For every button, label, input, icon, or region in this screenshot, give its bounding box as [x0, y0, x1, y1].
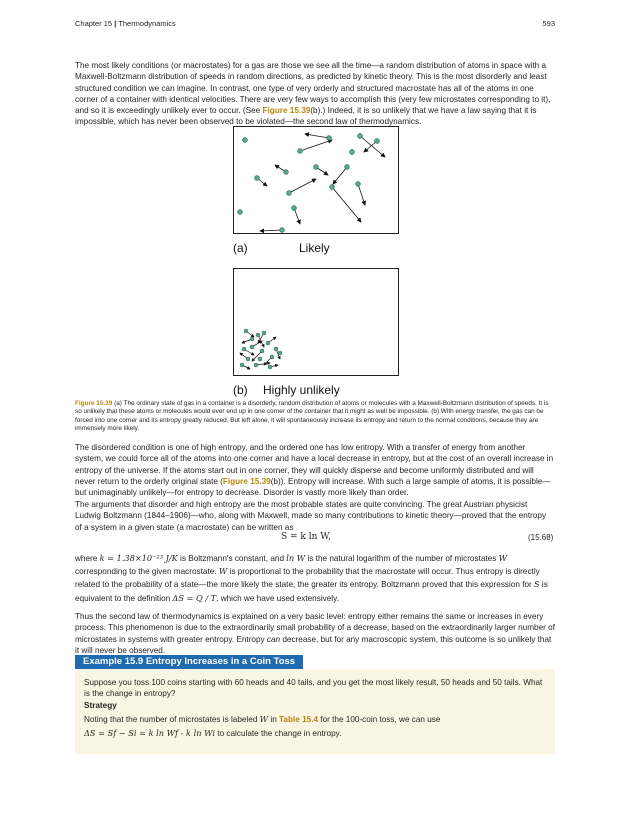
- unlikely-gas-diagram: [234, 269, 398, 375]
- entropy-change-formula: ΔS = Sf − Si = k ln Wf - k ln Wi: [84, 728, 216, 738]
- w-symbol-2: W: [218, 566, 228, 577]
- strategy-text-2: in: [268, 715, 280, 724]
- where-text-2: is Boltzmann's constant, and: [177, 554, 287, 563]
- intro-paragraph: [75, 60, 555, 128]
- intro-text-2: (b).) Indeed, it is so unlikely that we have a law saying that it is impossible, which has never been observed to be violated—the second law of thermodynamics.: [75, 106, 537, 127]
- figure-link[interactable]: Figure 15.39: [262, 106, 311, 116]
- where-text-5: is proportional to the probability that the macrostate will occur. Thus entropy is directly related to the probability of a state—the more likely the state, the greater its entropy. Boltzmann proved that this expression for: [75, 567, 540, 590]
- intro-text-1: The most likely conditions (or macrostates) for a gas are those we see all the time—a random distribution of atoms in space with a Maxwell-Boltzmann distribution of speeds in random directions, as predicted by kinetic theory. This is the most disorderly and least structured condition we can imagine. In contrast, one type of very orderly and structured macrostate has all of the atoms in one corner of a container with identical velocities. There are very few ways to accomplish this (very few microstates corresponding to it), and so it is exceedingly unlikely ever to occur. (See: [75, 61, 551, 116]
- figure-link-2[interactable]: Figure 15.39: [222, 476, 271, 486]
- entropy-equation: S = k ln W,: [281, 532, 331, 542]
- boltzmann-constant: k = 1.38×10⁻²³ J/K: [99, 553, 178, 563]
- chapter-heading: Chapter 15 | Thermodynamics: [75, 19, 176, 28]
- caption-text: (a) The ordinary state of gas in a container is a disorderly, random distribution of atoms or molecules with a Maxwell-Boltzmann distribution of speeds. It is so unlikely that these atoms or molecules would ever end up in one corner of the container that it might as well be impossible. (b) With energy transfer, the gas can be forced into one corner and its entropy greatly reduced. But left alone, it will spontaneously increase its entropy and return to the normal conditions, because they are immensely more likely.: [75, 400, 549, 432]
- strategy-formula-line: [84, 728, 544, 739]
- strategy-text-1: Noting that the number of microstates is labeled: [84, 715, 260, 724]
- second-law-emphasis: can: [266, 634, 281, 644]
- strategy-text: [84, 714, 544, 725]
- figure-panel-b: [233, 268, 399, 376]
- entropy-definition: ΔS = Q / T: [172, 592, 217, 603]
- where-text-4: corresponding to the given macrostate.: [75, 567, 219, 577]
- panel-b-label: Highly unlikely: [263, 383, 340, 397]
- second-law-text-1: Thus the second law of thermodynamics is explained on a very basic level: entropy either remains the same or increases in every process. This phenomenon is due to the extraordinarily small probability of a decrease, based on the extraordinarily larger number of microstates in systems with greater entropy. Entropy: [75, 612, 555, 644]
- second-law-text-2: decrease, but for any macroscopic system, this outcome is so unlikely that it will never be observed.: [75, 634, 552, 655]
- w-symbol: W: [498, 553, 508, 563]
- table-link[interactable]: Table 15.4: [279, 715, 319, 724]
- disorder-text-2: (b)). Entropy will increase. With such a large sample of atoms, it is possible—but unimaginably unlikely—for entropy to decrease. Disorder is vastly more likely than order.: [75, 476, 551, 498]
- where-paragraph: [75, 552, 555, 605]
- panel-b-letter: (b): [233, 383, 248, 397]
- disorder-paragraph: [75, 442, 555, 498]
- chapter-title: Thermodynamics: [118, 19, 176, 28]
- ln-w: ln W: [286, 553, 306, 563]
- boltzmann-paragraph: The arguments that disorder and high entropy are the most probable states are quite convincing. The great Austrian physicist Ludwig Boltzmann (1844–1906)—who, along with Maxwell, made so many contributions to kinetic theory—proved that the entropy of a system in a given state (a macrostate) can be written as: [75, 500, 547, 532]
- strategy-w-symbol: W: [259, 714, 269, 724]
- figure-caption: [75, 400, 555, 433]
- likely-gas-diagram: [234, 127, 398, 233]
- where-text-1: where: [75, 554, 100, 563]
- second-law-paragraph: [75, 611, 555, 656]
- where-text-6: is equivalent to the definition: [75, 580, 548, 603]
- where-text-3: is the natural logarithm of the number of microstates: [305, 554, 499, 563]
- example-question: Suppose you toss 100 coins starting with 60 heads and 40 tails, and you get the most likely result, 50 heads and 50 tails. What is the change in entropy?: [84, 678, 543, 698]
- page-number: 593: [542, 19, 555, 28]
- figure-panel-a: [233, 126, 399, 234]
- example-title: Example 15.9 Entropy Increases in a Coin Toss: [75, 655, 303, 669]
- panel-a-label: Likely: [299, 241, 330, 255]
- strategy-text-3: for the 100-coin toss, we can use: [318, 715, 441, 724]
- s-symbol: S: [534, 579, 540, 590]
- disorder-text-1: The disordered condition is one of high entropy, and the ordered one has low entropy. With a transfer of energy from another system, we could force all of the atoms into one corner and have a local decrease in entropy, but at the cost of an overall increase in entropy of the universe. If the atoms start out in one corner, they will quickly disperse and become uniformly distributed and will never return to the orderly original state (: [75, 443, 554, 486]
- panel-a-letter: (a): [233, 241, 248, 255]
- strategy-text-4: to calculate the change in entropy.: [215, 729, 342, 738]
- equation-number: (15.68): [528, 533, 554, 542]
- caption-label: Figure 15.39: [75, 400, 113, 407]
- where-text-7: , which we have used extensively.: [216, 593, 339, 603]
- chapter-number: Chapter 15: [75, 19, 113, 28]
- strategy-heading: Strategy: [84, 701, 117, 710]
